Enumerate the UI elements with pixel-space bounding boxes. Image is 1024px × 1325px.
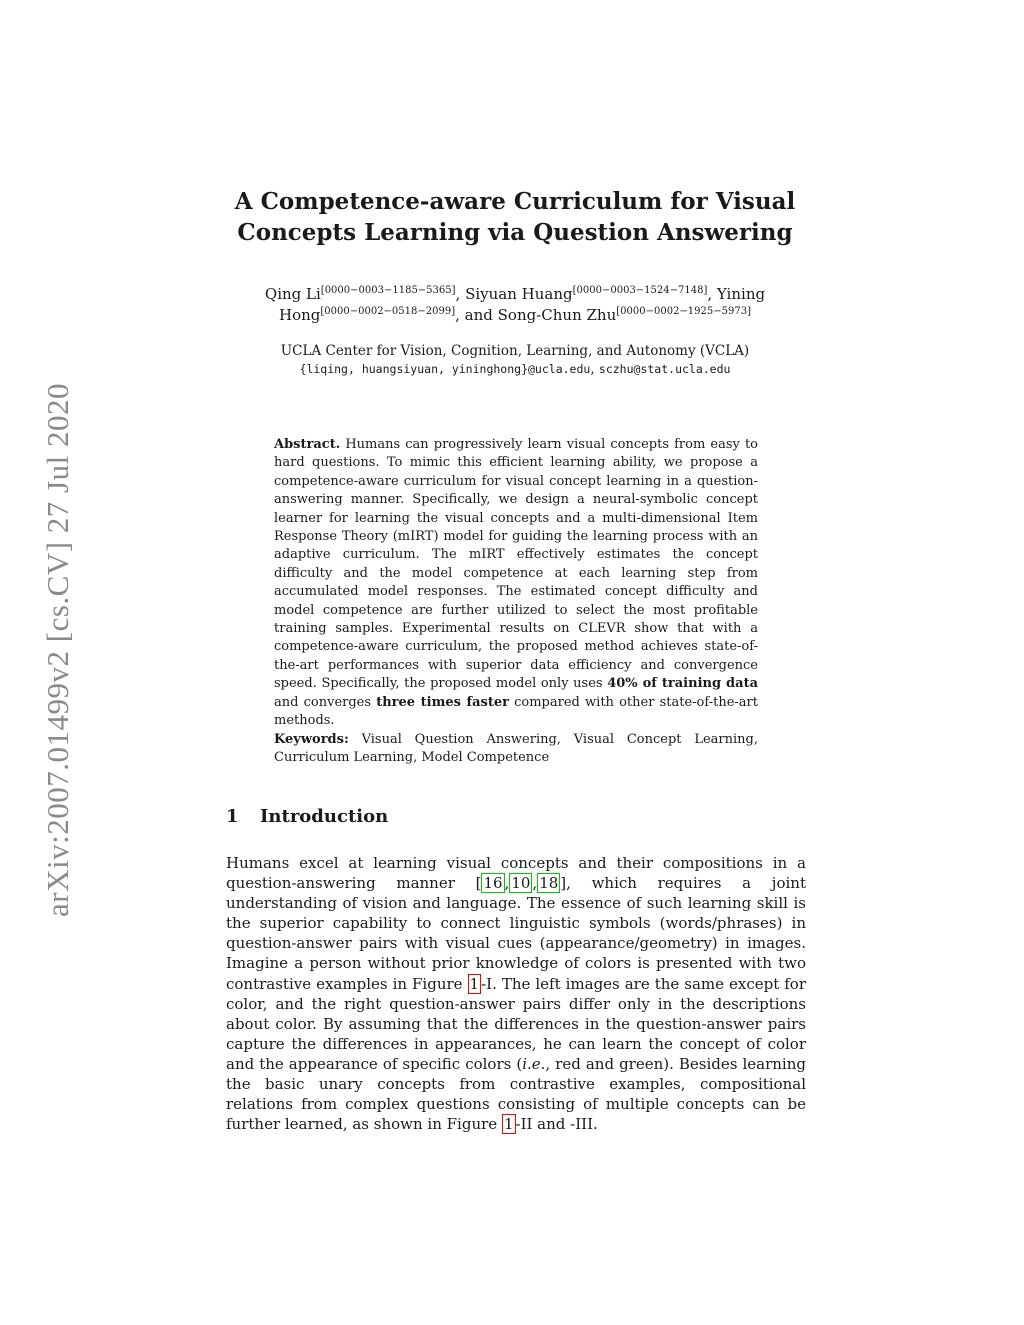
author-name: Siyuan Huang	[465, 285, 573, 303]
title-line-2: Concepts Learning via Question Answering	[237, 219, 793, 246]
keywords-label: Keywords:	[274, 732, 349, 747]
intro-text: -I. The left images are the same except for color, and the right question-answer pairs differ only in the descriptions about color. By assuming that the differences in the question-answer pairs capture the differences in appearances, he can learn the concept of color and the appearance of specific colors (	[226, 974, 806, 1073]
figure-ref-link[interactable]: 1	[503, 1115, 514, 1134]
email-individual[interactable]: sczhu@stat.ucla.edu	[598, 362, 731, 376]
abstract-label: Abstract.	[274, 437, 341, 452]
section-heading	[226, 806, 626, 828]
arxiv-stamp: arXiv:2007.01499v2 [cs.CV] 27 Jul 2020	[40, 383, 75, 917]
orcid-id: [0000−0002−0518−2099]	[320, 306, 456, 317]
affiliation: UCLA Center for Vision, Cognition, Learning, and Autonomy (VCLA)	[280, 343, 750, 359]
orcid-id: [0000−0002−1925−5973]	[616, 306, 751, 317]
title-line-1: A Competence-aware Curriculum for Visual	[234, 188, 796, 215]
abstract-highlight: three times faster	[376, 694, 509, 710]
author-name: Song-Chun Zhu	[497, 306, 617, 324]
affiliation-block	[240, 342, 790, 378]
orcid-id: [0000−0003−1185−5365]	[320, 285, 456, 296]
email-line: {liqing, huangsiyuan, yininghong}@ucla.edu, sczhu@stat.ucla.edu	[299, 361, 731, 377]
paper-title	[230, 186, 800, 248]
citation-link[interactable]: 10	[511, 874, 531, 893]
section-number: 1	[226, 806, 239, 827]
email-group[interactable]: {liqing, huangsiyuan, yininghong}@ucla.edu	[299, 362, 591, 376]
intro-text: , which requires a joint understanding of vision and language. The essence of such learning skill is the superior capability to connect linguistic symbols (words/phrases) in question-answer pairs with visual cues (appearance/geometry) in images. Imagine a person without prior knowledge of colors is presented with two contrastive examples in Figure	[226, 874, 806, 993]
intro-paragraph: Humans excel at learning visual concepts and their compositions in a question-answering manner [ 16 , 10 , 18 ], which requires a joint understanding of vision and language. The essence of such learning skill is the superior capability to connect linguistic symbols (words/phrases) in question-answer pairs with visual cues (appearance/geometry) in images. Imagine a person without prior knowledge of colors is presented with two contrastive examples in Figure 1 -I. The left images are the same except for color, and the right question-answer pairs differ only in the descriptions about color. By assuming that the differences in the question-answer pairs capture the differences in appearances, he can learn the concept of color and the appearance of specific colors (i.e., red and green). Besides learning the basic unary concepts from contrastive examples, compositional relations from complex questions consisting of multiple concepts can be further learned, as shown in Figure 1 -II and -III.	[226, 854, 806, 1134]
abstract-text: Humans can progressively learn visual concepts from easy to hard questions. To mimic this efficient learning ability, we propose a competence-aware curriculum for visual concept learning in a question-answering manner. Specifically, we design a neural-symbolic concept learner for learning the visual concepts and a multi-dimensional Item Response Theory (mIRT) model for guiding the learning process with an adaptive curriculum. The mIRT effectively estimates the concept difficulty and the model competence at each learning step from accumulated model responses. The estimated concept difficulty and model competence are further utilized to select the most profitable training samples. Experimental results on CLEVR show that with a competence-aware curriculum, the proposed method achieves state-of-the-art performances with superior data efficiency and convergence speed. Specifically, the proposed model only uses	[274, 437, 758, 692]
citation-link[interactable]: 18	[539, 874, 559, 893]
author-name: Qing Li	[264, 285, 321, 303]
section-title: Introduction	[260, 806, 389, 827]
abstract	[274, 436, 758, 731]
abstract-text: and converges	[274, 694, 372, 710]
intro-text: , red and green). Besides learning the basic unary concepts from contrastive examples, compositional relations from complex questions consisting of multiple concepts can be further learned, as shown in Figure	[226, 1054, 806, 1134]
abstract-text: compared with other state-of-the-art methods.	[274, 694, 758, 729]
intro-text: -II and -III.	[515, 1115, 598, 1134]
citation-open: [	[475, 874, 482, 893]
abstract-highlight: 40% of training data	[607, 676, 758, 692]
keywords	[274, 731, 758, 768]
citation-close: ]	[560, 874, 567, 893]
intro-italic: i.e.	[522, 1054, 546, 1073]
author-list: Qing Li[0000−0003−1185−5365], Siyuan Huang[0000−0003−1524−7148], Yining Hong[0000−0002−0518−2099], and Song-Chun Zhu[0000−0002−1925−5973]	[264, 285, 766, 324]
orcid-id: [0000−0003−1524−7148]	[572, 285, 708, 296]
figure-ref-link[interactable]: 1	[469, 974, 480, 993]
keywords-text: Visual Question Answering, Visual Concept Learning, Curriculum Learning, Model Competence	[274, 732, 758, 766]
intro-text: Humans excel at learning visual concepts and their compositions in a question-answering manner	[226, 854, 806, 893]
author-name: Yining Hong	[279, 285, 766, 324]
citation-link[interactable]: 16	[483, 874, 503, 893]
